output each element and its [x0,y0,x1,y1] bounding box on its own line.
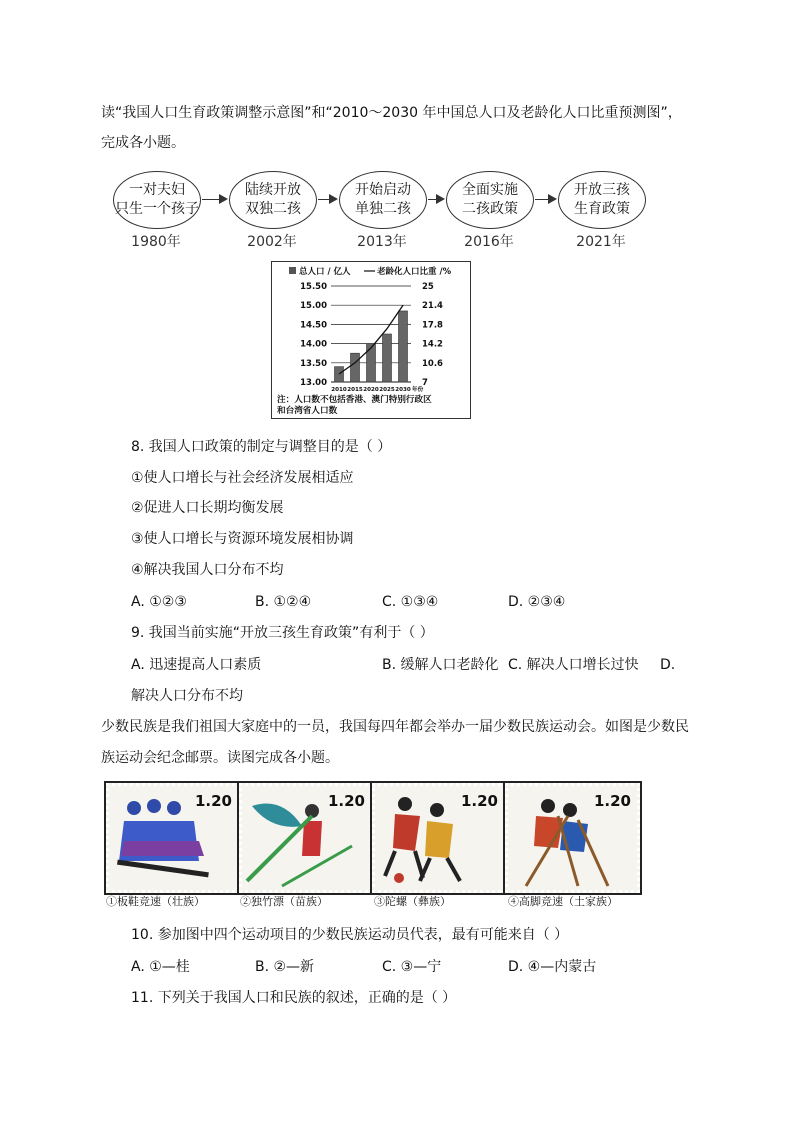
stamp-price: 1.20 [593,792,631,810]
policy-bubble-line1: 开始启动 [355,182,411,198]
q10-option-a[interactable]: A. ①—桂 [131,959,190,975]
stamp-caption-3: ③陀螺（彝族） [374,895,451,908]
policy-bubble-2002 [229,171,317,229]
population-bar [351,353,360,382]
stamp-4 [505,783,640,893]
policy-bubble-line2: 二孩政策 [462,201,518,217]
policy-bubble-2021 [558,171,646,229]
q9-stem: 9. 我国当前实施“开放三孩生育政策”有利于（ ） [131,625,434,641]
policy-bubble-line2: 生育政策 [574,201,630,217]
x-tick-label: 2015 [347,387,363,393]
policy-bubble-line2: 只生一个孩子 [115,201,199,217]
y-tick-right: 25 [422,282,434,292]
flow-arrow-icon [202,199,226,200]
y-tick-left: 13.00 [300,378,327,388]
y-tick-right: 14.2 [422,339,443,350]
stamp-caption-4: ④高脚竞速（土家族） [508,895,618,908]
stamp-3 [372,783,507,893]
y-tick-left: 13.50 [300,358,327,369]
y-tick-left: 14.50 [300,320,327,331]
policy-year: 2016年 [464,234,514,250]
y-tick-right: 7 [422,378,428,388]
population-bar [399,311,408,382]
q10-option-d[interactable]: D. ④—内蒙古 [508,959,597,975]
flow-arrow-icon [535,199,555,200]
policy-bubble-line1: 一对夫妇 [129,182,185,198]
policy-bubble-2013 [339,171,427,229]
x-tick-label: 2020 [363,387,379,393]
intro2-line-2: 族运动会纪念邮票。读图完成各小题。 [101,750,339,766]
population-bar [335,367,344,382]
stamp-1 [106,783,241,893]
legend-line-label: 老龄化人口比重 /% [377,267,452,277]
policy-bubble-line1: 陆续开放 [245,182,301,198]
chart-note-line-1: 注：人口数不包括香港、澳门特别行政区 [277,395,432,405]
q9-option-a[interactable]: A. 迅速提高人口素质 [131,657,262,673]
stamp-price: 1.20 [194,792,232,810]
intro-line-2: 完成各小题。 [101,135,185,151]
policy-bubble-line2: 单独二孩 [355,201,411,217]
q8-item-2: ②促进人口长期均衡发展 [131,500,284,516]
q8-stem: 8. 我国人口政策的制定与调整目的是（ ） [131,439,392,455]
q8-item-1: ①使人口增长与社会经济发展相适应 [131,470,354,486]
q9-option-b[interactable]: B. 缓解人口老龄化 [382,657,499,673]
q8-option-c[interactable]: C. ①③④ [382,594,439,610]
y-tick-left: 14.00 [300,339,327,350]
x-tick-label: 2030 [395,387,411,393]
policy-bubble-line2: 双独二孩 [245,201,301,217]
stamp-price: 1.20 [327,792,365,810]
q9-option-d-text: 解决人口分布不均 [131,688,243,704]
q10-option-c[interactable]: C. ③—宁 [382,959,442,975]
stamp-caption-1: ①板鞋竞速（壮族） [106,895,205,908]
y-tick-right: 17.8 [422,320,443,331]
q10-stem: 10. 参加图中四个运动项目的少数民族运动员代表，最有可能来自（ ） [131,927,569,943]
legend-bar-swatch-icon [289,267,296,274]
stamp-price: 1.20 [460,792,498,810]
stamp-2 [239,783,374,893]
policy-year: 2013年 [357,234,407,250]
population-bar [383,334,392,382]
q8-option-a[interactable]: A. ①②③ [131,594,187,610]
flow-arrow-icon [318,199,336,200]
q11-stem: 11. 下列关于我国人口和民族的叙述，正确的是（ ） [131,990,457,1006]
chart-note-line-2: 和台湾省人口数 [277,406,338,416]
y-tick-right: 21.4 [422,301,443,312]
x-axis-unit: 年份 [412,387,424,393]
q10-option-b[interactable]: B. ②—新 [255,959,315,975]
q8-item-4: ④解决我国人口分布不均 [131,562,284,578]
q8-item-3: ③使人口增长与资源环境发展相协调 [131,531,354,547]
x-tick-label: 2025 [379,387,395,393]
q8-option-d[interactable]: D. ②③④ [508,594,566,610]
population-chart [271,261,471,419]
q9-option-d[interactable]: D. [660,657,676,673]
q8-option-b[interactable]: B. ①②④ [255,594,312,610]
stamp-caption-2: ②独竹漂（苗族） [240,895,328,908]
policy-bubble-1980 [113,171,201,229]
policy-year: 1980年 [131,234,181,250]
policy-year: 2002年 [247,234,297,250]
intro2-line-1: 少数民族是我们祖国大家庭中的一员，我国每四年都会举办一届少数民族运动会。如图是少数民 [101,719,689,735]
policy-bubble-line1: 开放三孩 [574,182,630,198]
policy-year: 2021年 [576,234,626,250]
population-bar [367,344,376,382]
legend-bar-label: 总人口 / 亿人 [299,267,351,277]
x-tick-label: 2010 [331,387,347,393]
policy-bubble-2016 [446,171,534,229]
y-tick-left: 15.50 [300,282,327,292]
flow-arrow-icon [428,199,443,200]
q9-option-c[interactable]: C. 解决人口增长过快 [508,657,639,673]
policy-bubble-line1: 全面实施 [462,182,518,198]
y-tick-right: 10.6 [422,358,443,369]
intro-line-1: 读“我国人口生育政策调整示意图”和“2010～2030 年中国总人口及老龄化人口比重预测图”， [101,105,682,121]
y-tick-left: 15.00 [300,301,327,312]
